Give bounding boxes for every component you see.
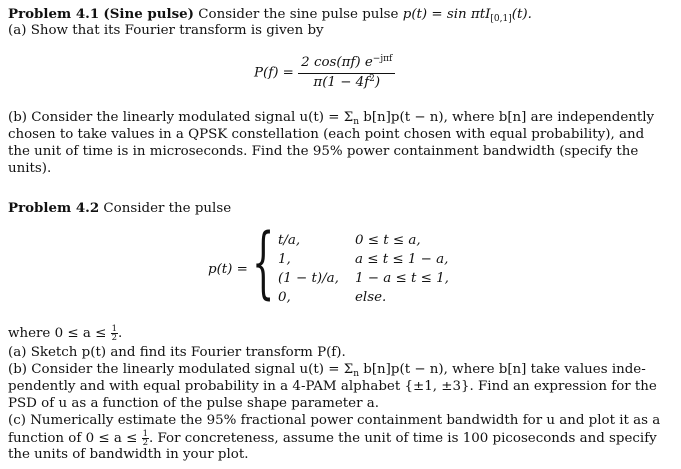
problem-41-pulse-tail: (t).	[511, 7, 532, 22]
case-cond: a ≤ t ≤ 1 − a,	[355, 252, 449, 267]
problem-42-intro: Consider the pulse	[103, 201, 232, 216]
problem-41-part-b-line-1: (b) Consider the linearly modulated signal $u(t) = \Sigma_n$ b[n]p(t − n), where b[n] are independently	[8, 110, 655, 127]
problem-41-part-a: (a) Show that its Fourier transform is given by	[8, 23, 324, 38]
problem-41-part-b-line-3: the unit of time is in microseconds. Find the 95% power containment bandwidth (specify the	[8, 144, 639, 159]
problem-41-topic: (Sine pulse)	[103, 6, 195, 22]
problem-42-heading: Problem 4.2	[8, 200, 100, 216]
problem-41-eq-fraction	[298, 55, 395, 91]
problem-41-pulse-def: p(t) = sin πtI	[402, 7, 491, 22]
problem-42-part-c-line-3: the units of bandwidth in your plot.	[8, 447, 249, 462]
problem-42-part-c-line-2: function of 0 ≤ a ≤ $\frac{1}{2}$ . For concreteness, assume the unit of time is 100 picoseconds and specify	[8, 429, 657, 448]
problem-41-pulse-sub: [0,1]	[490, 14, 512, 24]
problem-41-eq-numerator: 2 cos(πf) $e^{-j\pi f}$	[298, 55, 395, 74]
problem-41-part-b-line-4: units).	[8, 161, 52, 176]
case-cond: 0 ≤ t ≤ a,	[355, 233, 421, 248]
case-row: (1 − t)/a,	[278, 271, 339, 286]
case-cond: 1 − a ≤ t ≤ 1,	[355, 271, 449, 286]
problem-42-pt-lhs: p(t) =	[208, 262, 248, 277]
problem-41-eq-denominator: $\pi(1 - 4f^2)$	[313, 73, 381, 90]
case-row: 1,	[278, 252, 291, 267]
problem-41-equation	[254, 55, 395, 91]
one-half-fraction: $\frac{1}{2}$	[111, 324, 117, 343]
one-half-fraction: $\frac{1}{2}$	[142, 429, 148, 448]
problem-42-part-b-line-2: pendently and with equal probability in a 4-PAM alphabet {±1, ±3}. Find an expression for the	[8, 379, 657, 394]
problem-42-part-a: (a) Sketch p(t) and find its Fourier transform P(f).	[8, 345, 346, 360]
cases-brace: {	[252, 218, 275, 308]
case-cond: else.	[355, 290, 387, 305]
problem-42-part-b-line-3: PSD of u as a function of the pulse shape parameter a.	[8, 396, 379, 411]
problem-41-heading: Problem 4.1	[8, 6, 100, 22]
problem-41-title-line	[8, 6, 532, 24]
problem-42-where-line: where 0 ≤ a ≤ $\frac{1}{2}$ .	[8, 324, 123, 343]
case-row: 0,	[278, 290, 291, 305]
case-row: t/a,	[278, 233, 301, 248]
problem-41-intro: Consider the sine pulse pulse	[198, 7, 399, 22]
problem-41-part-b-line-2: chosen to take values in a QPSK constellation (each point chosen with equal probability), and	[8, 127, 645, 142]
problem-41-eq-lhs: P(f) =	[254, 65, 294, 81]
problem-42-part-c-line-1: (c) Numerically estimate the 95% fractional power containment bandwidth for u and plot it as a	[8, 413, 661, 428]
problem-42-part-b-line-1: (b) Consider the linearly modulated signal $u(t) = \Sigma_n$ b[n]p(t − n), where b[n] take values inde-	[8, 362, 646, 379]
problem-42-title-line	[8, 200, 231, 218]
